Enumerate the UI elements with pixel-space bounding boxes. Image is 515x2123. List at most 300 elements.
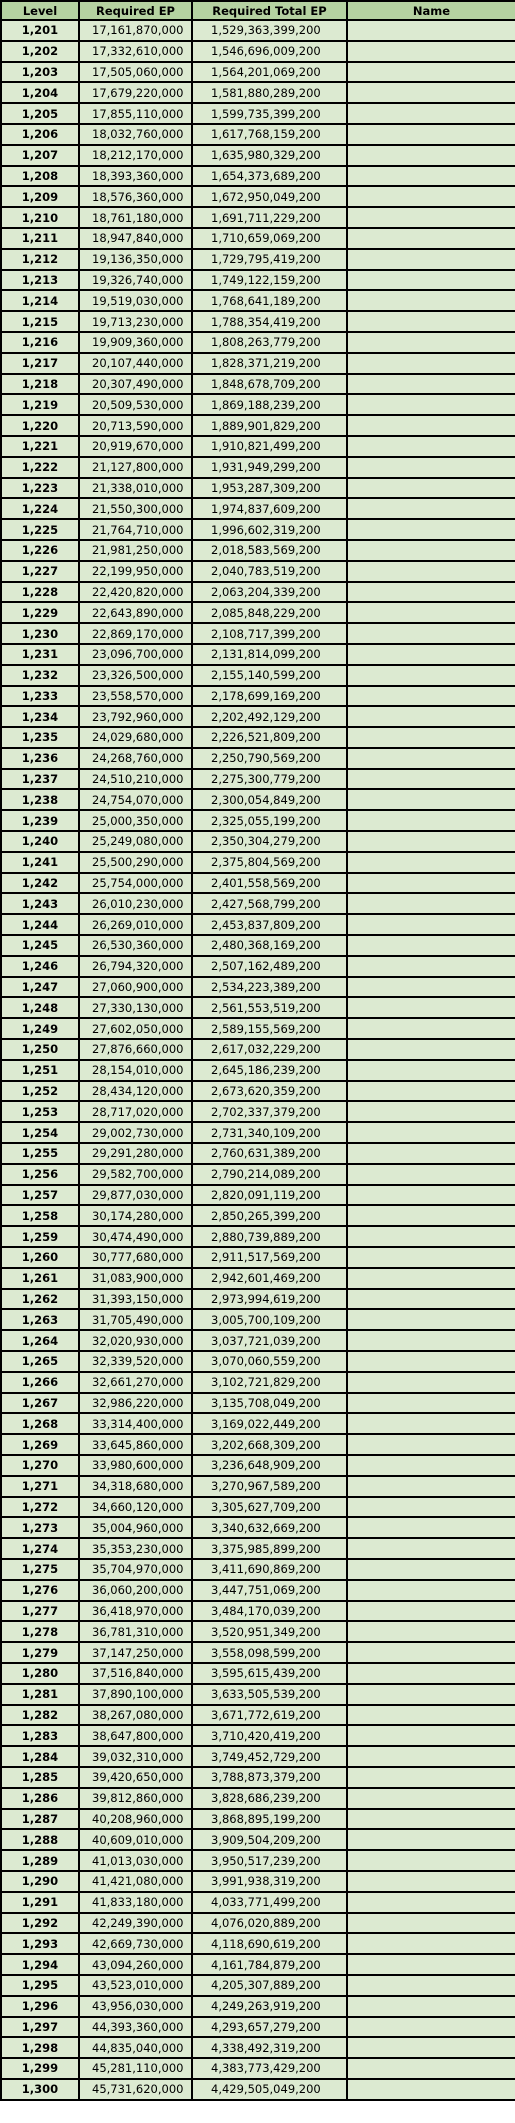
cell-level: 1,273 <box>1 1517 79 1538</box>
cell-required-ep: 34,318,680,000 <box>79 1476 192 1497</box>
table-row <box>1 1164 515 1185</box>
table-row <box>1 561 515 582</box>
cell-required-ep: 21,981,250,000 <box>79 540 192 561</box>
cell-name <box>347 1933 515 1954</box>
cell-required-ep: 30,777,680,000 <box>79 1247 192 1268</box>
table-row <box>1 1247 515 1268</box>
cell-level: 1,222 <box>1 457 79 478</box>
cell-name <box>347 20 515 41</box>
cell-name <box>347 727 515 748</box>
cell-required-total-ep: 2,018,583,569,200 <box>192 540 347 561</box>
table-row <box>1 706 515 727</box>
cell-name <box>347 1892 515 1913</box>
table-row <box>1 457 515 478</box>
table-row <box>1 1101 515 1122</box>
cell-level: 1,296 <box>1 1996 79 2017</box>
cell-required-ep: 26,794,320,000 <box>79 956 192 977</box>
cell-name <box>347 1809 515 1830</box>
cell-level: 1,238 <box>1 789 79 810</box>
table-row <box>1 769 515 790</box>
cell-name <box>347 935 515 956</box>
table-row <box>1 852 515 873</box>
table-row <box>1 1601 515 1622</box>
cell-level: 1,224 <box>1 498 79 519</box>
table-row <box>1 893 515 914</box>
cell-name <box>347 997 515 1018</box>
cell-required-ep: 23,792,960,000 <box>79 706 192 727</box>
cell-name <box>347 914 515 935</box>
table-row <box>1 727 515 748</box>
cell-name <box>347 1101 515 1122</box>
cell-level: 1,272 <box>1 1497 79 1518</box>
cell-name <box>347 789 515 810</box>
cell-required-total-ep: 2,040,783,519,200 <box>192 561 347 582</box>
cell-required-total-ep: 2,375,804,569,200 <box>192 852 347 873</box>
cell-level: 1,247 <box>1 977 79 998</box>
cell-name <box>347 124 515 145</box>
table-row <box>1 1289 515 1310</box>
cell-level: 1,256 <box>1 1164 79 1185</box>
cell-required-total-ep: 2,561,553,519,200 <box>192 997 347 1018</box>
cell-level: 1,230 <box>1 623 79 644</box>
table-row <box>1 1039 515 1060</box>
cell-name <box>347 1725 515 1746</box>
table-row <box>1 249 515 270</box>
cell-required-total-ep: 2,942,601,469,200 <box>192 1268 347 1289</box>
cell-level: 1,233 <box>1 686 79 707</box>
table-row <box>1 977 515 998</box>
cell-required-total-ep: 2,178,699,169,200 <box>192 686 347 707</box>
cell-name <box>347 540 515 561</box>
cell-required-total-ep: 1,654,373,689,200 <box>192 166 347 187</box>
cell-required-ep: 24,268,760,000 <box>79 748 192 769</box>
cell-required-ep: 17,679,220,000 <box>79 82 192 103</box>
cell-name <box>347 1746 515 1767</box>
cell-name <box>347 1975 515 1996</box>
cell-name <box>347 1705 515 1726</box>
cell-name <box>347 1767 515 1788</box>
cell-level: 1,287 <box>1 1809 79 1830</box>
cell-required-ep: 25,249,080,000 <box>79 831 192 852</box>
cell-required-total-ep: 2,507,162,489,200 <box>192 956 347 977</box>
cell-required-total-ep: 3,868,895,199,200 <box>192 1809 347 1830</box>
cell-level: 1,259 <box>1 1226 79 1247</box>
table-row <box>1 1330 515 1351</box>
cell-level: 1,209 <box>1 186 79 207</box>
cell-required-ep: 28,434,120,000 <box>79 1081 192 1102</box>
table-row <box>1 1517 515 1538</box>
table-row <box>1 228 515 249</box>
cell-required-total-ep: 4,076,020,889,200 <box>192 1913 347 1934</box>
cell-level: 1,234 <box>1 706 79 727</box>
cell-required-ep: 23,326,500,000 <box>79 665 192 686</box>
cell-required-total-ep: 2,645,186,239,200 <box>192 1060 347 1081</box>
cell-name <box>347 1621 515 1642</box>
cell-name <box>347 270 515 291</box>
cell-level: 1,254 <box>1 1122 79 1143</box>
cell-required-ep: 32,339,520,000 <box>79 1351 192 1372</box>
cell-required-ep: 31,083,900,000 <box>79 1268 192 1289</box>
cell-required-total-ep: 2,702,337,379,200 <box>192 1101 347 1122</box>
cell-level: 1,215 <box>1 311 79 332</box>
cell-level: 1,268 <box>1 1413 79 1434</box>
cell-required-ep: 18,761,180,000 <box>79 207 192 228</box>
cell-required-total-ep: 4,429,505,049,200 <box>192 2079 347 2100</box>
cell-required-total-ep: 3,671,772,619,200 <box>192 1705 347 1726</box>
cell-name <box>347 1850 515 1871</box>
cell-required-total-ep: 3,484,170,039,200 <box>192 1601 347 1622</box>
cell-required-ep: 30,474,490,000 <box>79 1226 192 1247</box>
cell-required-ep: 21,338,010,000 <box>79 478 192 499</box>
cell-required-ep: 42,669,730,000 <box>79 1933 192 1954</box>
cell-required-total-ep: 1,953,287,309,200 <box>192 478 347 499</box>
cell-name <box>347 2058 515 2079</box>
cell-name <box>347 852 515 873</box>
cell-level: 1,205 <box>1 103 79 124</box>
cell-name <box>347 1330 515 1351</box>
cell-level: 1,263 <box>1 1309 79 1330</box>
cell-name <box>347 1226 515 1247</box>
table-row <box>1 1684 515 1705</box>
cell-required-total-ep: 4,338,492,319,200 <box>192 2037 347 2058</box>
table-row <box>1 1413 515 1434</box>
cell-required-ep: 36,060,200,000 <box>79 1580 192 1601</box>
table-row <box>1 1122 515 1143</box>
cell-name <box>347 290 515 311</box>
cell-level: 1,210 <box>1 207 79 228</box>
cell-level: 1,294 <box>1 1954 79 1975</box>
cell-level: 1,282 <box>1 1705 79 1726</box>
cell-name <box>347 1289 515 1310</box>
cell-level: 1,292 <box>1 1913 79 1934</box>
cell-name <box>347 166 515 187</box>
table-row <box>1 1850 515 1871</box>
cell-level: 1,283 <box>1 1725 79 1746</box>
cell-required-total-ep: 3,340,632,669,200 <box>192 1517 347 1538</box>
cell-name <box>347 582 515 603</box>
table-row <box>1 186 515 207</box>
cell-required-total-ep: 4,383,773,429,200 <box>192 2058 347 2079</box>
cell-required-ep: 43,094,260,000 <box>79 1954 192 1975</box>
table-row <box>1 1725 515 1746</box>
cell-required-total-ep: 1,974,837,609,200 <box>192 498 347 519</box>
cell-required-ep: 27,330,130,000 <box>79 997 192 1018</box>
cell-name <box>347 1268 515 1289</box>
cell-level: 1,286 <box>1 1788 79 1809</box>
cell-required-ep: 31,705,490,000 <box>79 1309 192 1330</box>
table-row <box>1 519 515 540</box>
cell-name <box>347 394 515 415</box>
cell-required-ep: 19,909,360,000 <box>79 332 192 353</box>
cell-name <box>347 1351 515 1372</box>
cell-required-total-ep: 4,118,690,619,200 <box>192 1933 347 1954</box>
cell-level: 1,249 <box>1 1018 79 1039</box>
cell-name <box>347 62 515 83</box>
cell-name <box>347 478 515 499</box>
cell-name <box>347 893 515 914</box>
cell-name <box>347 2037 515 2058</box>
cell-level: 1,246 <box>1 956 79 977</box>
cell-level: 1,288 <box>1 1829 79 1850</box>
cell-required-ep: 24,510,210,000 <box>79 769 192 790</box>
cell-level: 1,289 <box>1 1850 79 1871</box>
cell-required-ep: 40,609,010,000 <box>79 1829 192 1850</box>
cell-level: 1,264 <box>1 1330 79 1351</box>
cell-required-total-ep: 3,828,686,239,200 <box>192 1788 347 1809</box>
cell-required-ep: 32,661,270,000 <box>79 1372 192 1393</box>
cell-level: 1,239 <box>1 810 79 831</box>
cell-level: 1,243 <box>1 893 79 914</box>
cell-level: 1,228 <box>1 582 79 603</box>
cell-required-ep: 21,550,300,000 <box>79 498 192 519</box>
table-row <box>1 644 515 665</box>
cell-level: 1,240 <box>1 831 79 852</box>
table-row <box>1 1788 515 1809</box>
cell-required-total-ep: 2,108,717,399,200 <box>192 623 347 644</box>
table-row <box>1 935 515 956</box>
cell-required-ep: 44,393,360,000 <box>79 2017 192 2038</box>
cell-required-ep: 20,713,590,000 <box>79 415 192 436</box>
table-row <box>1 602 515 623</box>
cell-name <box>347 1205 515 1226</box>
table-row <box>1 1309 515 1330</box>
cell-level: 1,223 <box>1 478 79 499</box>
cell-required-total-ep: 3,633,505,539,200 <box>192 1684 347 1705</box>
cell-level: 1,267 <box>1 1393 79 1414</box>
table-row <box>1 1767 515 1788</box>
cell-name <box>347 1247 515 1268</box>
cell-required-total-ep: 2,617,032,229,200 <box>192 1039 347 1060</box>
cell-required-ep: 41,833,180,000 <box>79 1892 192 1913</box>
cell-required-total-ep: 3,102,721,829,200 <box>192 1372 347 1393</box>
cell-required-total-ep: 1,996,602,319,200 <box>192 519 347 540</box>
cell-name <box>347 1018 515 1039</box>
cell-required-total-ep: 3,070,060,559,200 <box>192 1351 347 1372</box>
cell-level: 1,295 <box>1 1975 79 1996</box>
cell-name <box>347 436 515 457</box>
cell-required-ep: 43,523,010,000 <box>79 1975 192 1996</box>
cell-level: 1,293 <box>1 1933 79 1954</box>
cell-level: 1,261 <box>1 1268 79 1289</box>
cell-name <box>347 353 515 374</box>
cell-level: 1,275 <box>1 1559 79 1580</box>
table-row <box>1 1226 515 1247</box>
cell-level: 1,242 <box>1 873 79 894</box>
cell-required-ep: 20,919,670,000 <box>79 436 192 457</box>
cell-required-total-ep: 3,411,690,869,200 <box>192 1559 347 1580</box>
cell-required-ep: 24,029,680,000 <box>79 727 192 748</box>
cell-required-ep: 45,281,110,000 <box>79 2058 192 2079</box>
cell-required-ep: 36,781,310,000 <box>79 1621 192 1642</box>
cell-name <box>347 1143 515 1164</box>
cell-required-total-ep: 3,788,873,379,200 <box>192 1767 347 1788</box>
cell-level: 1,202 <box>1 41 79 62</box>
cell-required-total-ep: 3,909,504,209,200 <box>192 1829 347 1850</box>
cell-required-total-ep: 1,617,768,159,200 <box>192 124 347 145</box>
cell-level: 1,212 <box>1 249 79 270</box>
table-row <box>1 498 515 519</box>
cell-level: 1,214 <box>1 290 79 311</box>
table-row <box>1 1081 515 1102</box>
table-row <box>1 290 515 311</box>
column-header-name: Name <box>347 1 515 20</box>
table-row <box>1 1975 515 1996</box>
table-row <box>1 1205 515 1226</box>
cell-required-total-ep: 2,911,517,569,200 <box>192 1247 347 1268</box>
cell-required-ep: 18,393,360,000 <box>79 166 192 187</box>
cell-level: 1,211 <box>1 228 79 249</box>
table-row <box>1 2017 515 2038</box>
cell-name <box>347 1913 515 1934</box>
cell-required-total-ep: 2,300,054,849,200 <box>192 789 347 810</box>
cell-name <box>347 706 515 727</box>
cell-name <box>347 2017 515 2038</box>
cell-name <box>347 956 515 977</box>
cell-required-ep: 34,660,120,000 <box>79 1497 192 1518</box>
cell-level: 1,244 <box>1 914 79 935</box>
cell-required-total-ep: 2,131,814,099,200 <box>192 644 347 665</box>
cell-required-ep: 22,643,890,000 <box>79 602 192 623</box>
table-row <box>1 1663 515 1684</box>
cell-name <box>347 1996 515 2017</box>
cell-required-ep: 41,421,080,000 <box>79 1871 192 1892</box>
table-row <box>1 1621 515 1642</box>
cell-level: 1,298 <box>1 2037 79 2058</box>
cell-level: 1,277 <box>1 1601 79 1622</box>
table-row <box>1 103 515 124</box>
cell-name <box>347 519 515 540</box>
cell-required-ep: 28,154,010,000 <box>79 1060 192 1081</box>
cell-level: 1,280 <box>1 1663 79 1684</box>
cell-required-total-ep: 1,710,659,069,200 <box>192 228 347 249</box>
cell-required-total-ep: 2,226,521,809,200 <box>192 727 347 748</box>
table-row <box>1 374 515 395</box>
table-row <box>1 2058 515 2079</box>
cell-required-ep: 19,136,350,000 <box>79 249 192 270</box>
cell-required-ep: 30,174,280,000 <box>79 1205 192 1226</box>
cell-required-ep: 22,869,170,000 <box>79 623 192 644</box>
cell-name <box>347 145 515 166</box>
cell-required-total-ep: 3,005,700,109,200 <box>192 1309 347 1330</box>
table-row <box>1 1809 515 1830</box>
table-row <box>1 1538 515 1559</box>
cell-required-ep: 17,505,060,000 <box>79 62 192 83</box>
cell-name <box>347 1122 515 1143</box>
cell-level: 1,262 <box>1 1289 79 1310</box>
cell-required-ep: 29,002,730,000 <box>79 1122 192 1143</box>
cell-name <box>347 1081 515 1102</box>
cell-level: 1,203 <box>1 62 79 83</box>
table-row <box>1 2079 515 2100</box>
cell-required-total-ep: 4,293,657,279,200 <box>192 2017 347 2038</box>
cell-required-total-ep: 3,169,022,449,200 <box>192 1413 347 1434</box>
cell-required-total-ep: 3,135,708,049,200 <box>192 1393 347 1414</box>
cell-required-ep: 33,314,400,000 <box>79 1413 192 1434</box>
cell-required-total-ep: 1,768,641,189,200 <box>192 290 347 311</box>
table-row <box>1 145 515 166</box>
table-row <box>1 582 515 603</box>
cell-name <box>347 249 515 270</box>
cell-required-total-ep: 1,691,711,229,200 <box>192 207 347 228</box>
table-row <box>1 1642 515 1663</box>
table-row <box>1 1996 515 2017</box>
cell-level: 1,250 <box>1 1039 79 1060</box>
cell-name <box>347 665 515 686</box>
cell-required-total-ep: 3,202,668,309,200 <box>192 1434 347 1455</box>
table-row <box>1 1455 515 1476</box>
cell-required-ep: 38,267,080,000 <box>79 1705 192 1726</box>
cell-level: 1,220 <box>1 415 79 436</box>
cell-required-total-ep: 2,534,223,389,200 <box>192 977 347 998</box>
table-row <box>1 1434 515 1455</box>
cell-required-total-ep: 3,710,420,419,200 <box>192 1725 347 1746</box>
table-row <box>1 2037 515 2058</box>
cell-level: 1,231 <box>1 644 79 665</box>
cell-name <box>347 228 515 249</box>
cell-name <box>347 1871 515 1892</box>
cell-required-ep: 25,500,290,000 <box>79 852 192 873</box>
cell-required-total-ep: 1,581,880,289,200 <box>192 82 347 103</box>
cell-level: 1,300 <box>1 2079 79 2100</box>
cell-name <box>347 1060 515 1081</box>
cell-required-total-ep: 2,427,568,799,200 <box>192 893 347 914</box>
cell-level: 1,270 <box>1 1455 79 1476</box>
table-row <box>1 270 515 291</box>
cell-required-total-ep: 1,635,980,329,200 <box>192 145 347 166</box>
cell-level: 1,260 <box>1 1247 79 1268</box>
cell-required-ep: 17,161,870,000 <box>79 20 192 41</box>
cell-level: 1,241 <box>1 852 79 873</box>
cell-required-total-ep: 2,673,620,359,200 <box>192 1081 347 1102</box>
cell-required-ep: 24,754,070,000 <box>79 789 192 810</box>
cell-required-total-ep: 3,595,615,439,200 <box>192 1663 347 1684</box>
cell-required-ep: 21,764,710,000 <box>79 519 192 540</box>
cell-required-ep: 44,835,040,000 <box>79 2037 192 2058</box>
cell-required-total-ep: 2,880,739,889,200 <box>192 1226 347 1247</box>
table-row <box>1 207 515 228</box>
table-row <box>1 1705 515 1726</box>
cell-required-total-ep: 3,520,951,349,200 <box>192 1621 347 1642</box>
cell-name <box>347 103 515 124</box>
cell-required-total-ep: 1,889,901,829,200 <box>192 415 347 436</box>
cell-required-total-ep: 2,589,155,569,200 <box>192 1018 347 1039</box>
cell-level: 1,227 <box>1 561 79 582</box>
cell-required-ep: 19,326,740,000 <box>79 270 192 291</box>
cell-required-ep: 31,393,150,000 <box>79 1289 192 1310</box>
cell-required-total-ep: 2,250,790,569,200 <box>192 748 347 769</box>
cell-required-ep: 18,576,360,000 <box>79 186 192 207</box>
table-row <box>1 82 515 103</box>
cell-required-ep: 35,353,230,000 <box>79 1538 192 1559</box>
cell-name <box>347 1517 515 1538</box>
cell-required-ep: 45,731,620,000 <box>79 2079 192 2100</box>
table-row <box>1 415 515 436</box>
cell-name <box>347 686 515 707</box>
cell-required-total-ep: 3,375,985,899,200 <box>192 1538 347 1559</box>
cell-required-total-ep: 4,161,784,879,200 <box>192 1954 347 1975</box>
cell-name <box>347 1393 515 1414</box>
cell-required-total-ep: 3,991,938,319,200 <box>192 1871 347 1892</box>
cell-required-total-ep: 2,973,994,619,200 <box>192 1289 347 1310</box>
table-row <box>1 394 515 415</box>
table-row <box>1 353 515 374</box>
cell-level: 1,217 <box>1 353 79 374</box>
cell-required-total-ep: 4,205,307,889,200 <box>192 1975 347 1996</box>
cell-name <box>347 1476 515 1497</box>
cell-required-ep: 29,877,030,000 <box>79 1185 192 1206</box>
cell-required-ep: 23,558,570,000 <box>79 686 192 707</box>
cell-required-ep: 29,582,700,000 <box>79 1164 192 1185</box>
